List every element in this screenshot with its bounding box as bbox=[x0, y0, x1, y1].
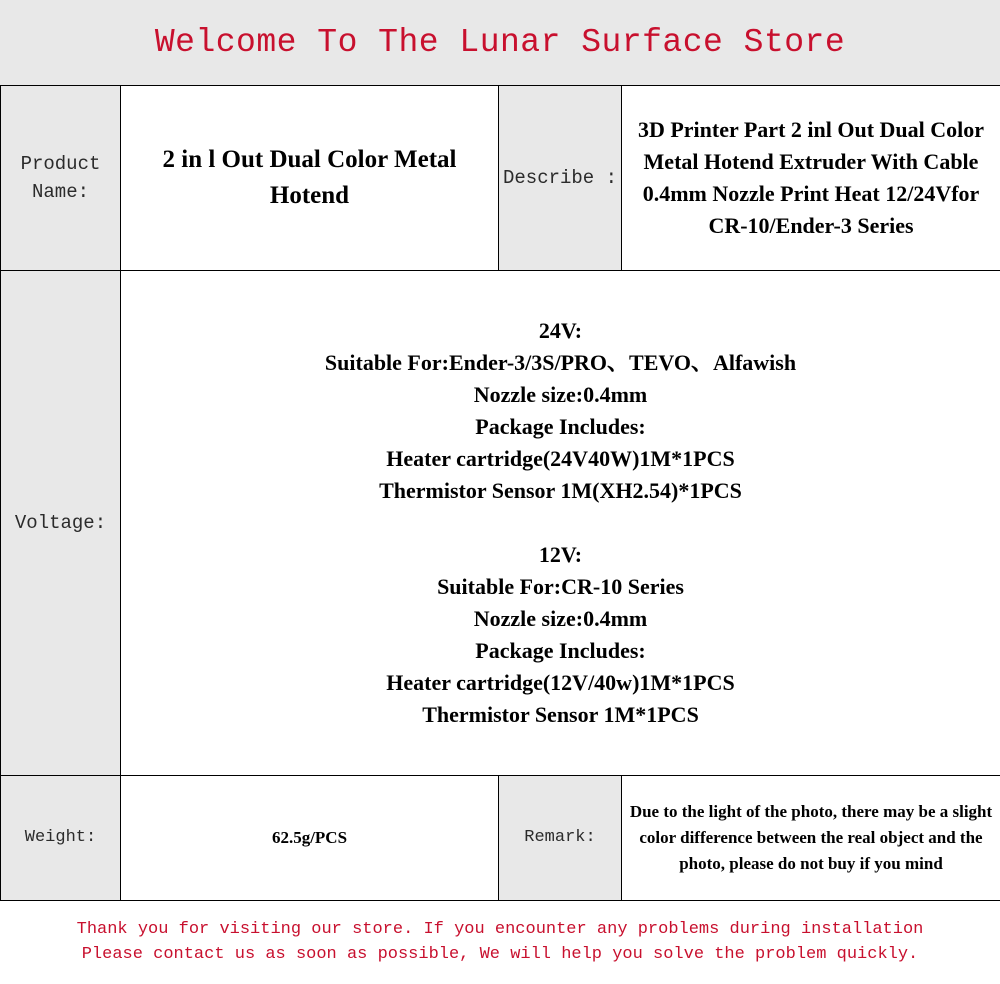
describe-value: 3D Printer Part 2 inl Out Dual Color Metal Hotend Extruder With Cable 0.4mm Nozzle Print Heat 12/24Vfor CR-10/Ender-3 Series bbox=[622, 86, 1000, 271]
footer-line-2: Please contact us as soon as possible, We will help you solve the problem quickly. bbox=[81, 945, 919, 964]
voltage-label: Voltage: bbox=[1, 271, 121, 776]
voltage-24v-heater: Heater cartridge(24V40W)1M*1PCS bbox=[386, 446, 735, 471]
spec-table bbox=[0, 85, 1000, 901]
product-row bbox=[1, 86, 1000, 271]
weight-remark-row bbox=[1, 776, 1000, 901]
voltage-12v-title: 12V: bbox=[538, 542, 583, 567]
product-name-value: 2 in l Out Dual Color Metal Hotend bbox=[121, 86, 499, 271]
voltage-12v-suitable: Suitable For:CR-10 Series bbox=[437, 574, 684, 599]
voltage-12v-package: Package Includes: bbox=[475, 638, 646, 663]
footer-notice bbox=[0, 900, 1000, 984]
voltage-row bbox=[1, 271, 1000, 776]
voltage-details bbox=[121, 271, 1000, 776]
weight-label: Weight: bbox=[1, 776, 121, 901]
store-banner-title: Welcome To The Lunar Surface Store bbox=[0, 0, 1000, 85]
remark-value: Due to the light of the photo, there may be a slight color difference between the real object and the photo, please do not buy if you mind bbox=[622, 776, 1000, 901]
voltage-24v-thermistor: Thermistor Sensor 1M(XH2.54)*1PCS bbox=[379, 478, 742, 503]
voltage-24v-title: 24V: bbox=[538, 318, 583, 343]
remark-label: Remark: bbox=[499, 776, 622, 901]
weight-value: 62.5g/PCS bbox=[121, 776, 499, 901]
voltage-12v-heater: Heater cartridge(12V/40w)1M*1PCS bbox=[386, 670, 735, 695]
footer-line-1: Thank you for visiting our store. If you encounter any problems during installation bbox=[76, 920, 924, 939]
voltage-24v-package: Package Includes: bbox=[475, 414, 646, 439]
voltage-24v-suitable: Suitable For:Ender-3/3S/PRO、TEVO、Alfawish bbox=[324, 350, 797, 375]
voltage-12v-thermistor: Thermistor Sensor 1M*1PCS bbox=[422, 702, 699, 727]
describe-label: Describe : bbox=[499, 86, 622, 271]
voltage-24v-nozzle: Nozzle size:0.4mm bbox=[473, 382, 648, 407]
voltage-12v-nozzle: Nozzle size:0.4mm bbox=[473, 606, 648, 631]
voltage-spacer bbox=[121, 507, 1000, 539]
product-name-label: Product Name: bbox=[1, 86, 121, 271]
